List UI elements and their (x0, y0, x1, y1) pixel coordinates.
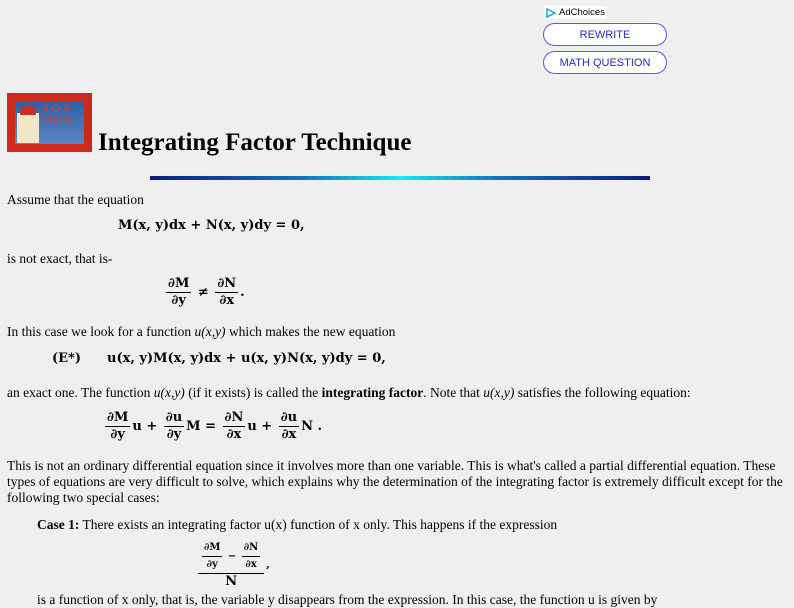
adchoices-link[interactable] (544, 6, 607, 19)
lighthouse-icon (17, 113, 39, 143)
equation-2: $\frac{\partial M}{\partial y}$ ≠ $\frac{\partial N}{\partial x}$ . (168, 276, 245, 308)
equation-5: $\frac{\partial M}{\partial y}$ − $\frac{\partial N}{\partial x}$ N , (196, 540, 270, 590)
case-1-text: Case 1: There exists an integrating factor u(x) function of x only. This happens if the expression (37, 517, 558, 532)
equation-4: $\frac{\partial M}{\partial y}$ u + $\frac{\partial u}{\partial y}$ M = $\frac{\partial N}{\partial x}$ u + $\frac{\partial u}{\partial x}$ N . (107, 410, 323, 442)
sos-math-logo[interactable]: S.O.S. MATH (7, 93, 92, 152)
pde-explanation-text: This is not an ordinary differential equation since it involves more than one variable. This is what's called a partial differential equation. These types of equations are very difficult to solve, which explains why the determination of the integrating factor is extremely difficult except for the following two special cases: (7, 458, 783, 505)
math-question-button[interactable]: MATH QUESTION (543, 51, 667, 74)
equation-1: M(x, y)dx + N(x, y)dy = 0, (118, 218, 305, 233)
adchoices-icon (546, 8, 556, 18)
not-exact-text: is not exact, that is- (7, 251, 113, 266)
gradient-divider (150, 176, 650, 180)
adchoices-label: AdChoices (559, 7, 605, 18)
page-title: Integrating Factor Technique (98, 129, 412, 156)
integrating-factor-text: an exact one. The function u(x,y) (if it exists) is called the integrating factor. Note that u(x,y) satisfies the following equation: (7, 385, 691, 400)
search-function-text: In this case we look for a function u(x,y) which makes the new equation (7, 324, 396, 339)
rewrite-button[interactable]: REWRITE (543, 23, 667, 46)
intro-text: Assume that the equation (7, 192, 144, 207)
case-1-continued-text: is a function of x only, that is, the variable y disappears from the expression. In this case, the function u is given by (37, 592, 658, 607)
equation-3: (E*) u(x, y)M(x, y)dx + u(x, y)N(x, y)dy = 0, (52, 351, 386, 366)
